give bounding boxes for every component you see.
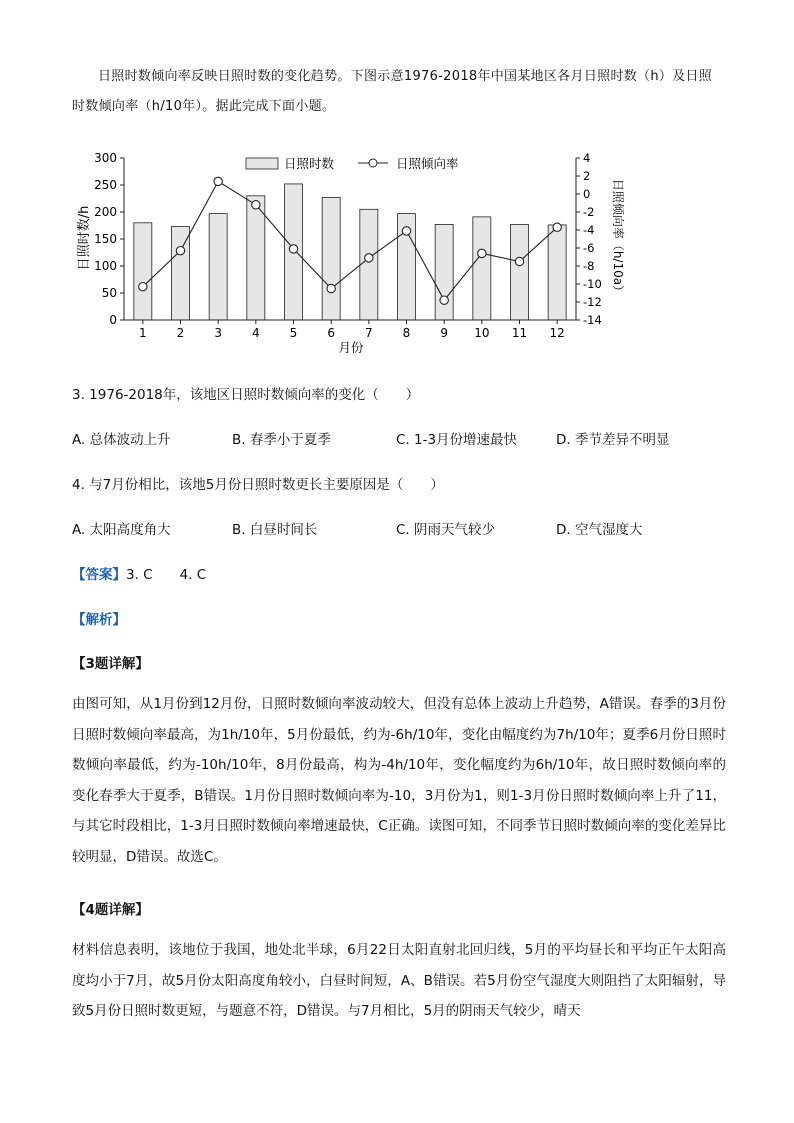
detail-4-text: 材料信息表明，该地位于我国，地处北半球，6月22日太阳直射北回归线，5月的平均昼长和平均正午太阳高度均小于7月，故5月份太阳高度角较小，白昼时间短，A、B错误。若5月份空气湿度大则阻挡了太阳辐射，导致5月份日照时数更短，与题意不符，D错误。与7月相比，5月的阴雨天气较少，晴天 (72, 942, 726, 1019)
q3-option-c: C. 1-3月份增速最快 (396, 432, 518, 448)
y-tick-label: 100 (94, 259, 117, 273)
q3-option-d: D. 季节差异不明显 (556, 432, 670, 448)
analysis-bracket-close: 】 (112, 612, 126, 628)
y-tick-label: 250 (94, 178, 117, 192)
analysis-label: 解析 (85, 612, 113, 628)
rate-point-month-8 (402, 227, 410, 235)
legend-line-marker (369, 159, 377, 167)
y2-tick-label: -4 (583, 223, 595, 237)
x-tick-label: 5 (289, 326, 298, 340)
bar-month-1 (134, 223, 152, 320)
rate-point-month-1 (139, 283, 147, 291)
y2-tick-label: -12 (583, 295, 602, 309)
legend-line-label: 日照倾向率 (396, 156, 459, 171)
q4-option-b: B. 白昼时间长 (232, 522, 318, 538)
bar-month-2 (172, 227, 190, 320)
analysis-heading (72, 608, 126, 628)
y-tick-label: 50 (101, 286, 117, 300)
y2-tick-label: -10 (583, 277, 602, 291)
rate-point-month-6 (327, 284, 335, 292)
x-tick-label: 1 (139, 326, 147, 340)
x-tick-label: 4 (252, 326, 260, 340)
y2-tick-label: -8 (583, 259, 595, 273)
x-tick-label: 6 (327, 326, 335, 340)
x-tick-label: 2 (176, 326, 185, 340)
answer-label: 答案 (85, 567, 113, 583)
answer-line (72, 563, 206, 583)
bar-month-7 (360, 209, 378, 320)
x-tick-label: 11 (511, 326, 528, 340)
detail-3-text: 由图可知，从1月份到12月份，日照时数倾向率波动较大，但没有总体上波动上升趋势，A错误。春季的3月份日照时数倾向率最高，为1h/10年，5月份最低，约为-6h/10年，变化由幅度约为7h/10年；夏季6月份日照时数倾向率最低，约为-10h/10年，8月份最高，构为-4h/10年，变化幅度约为6h/10年，故日照时数倾向率的变化春季大于夏季，B错误。1月份日照时数倾向率为-10，3月份为1，则1-3月份日照时数倾向率上升了11，与其它时段相比，1-3月日照时数倾向率增速最快，C正确。读图可知，不同季节日照时数倾向率的变化差异比较明显，D错误。故选C。 (72, 696, 726, 865)
q3-option-a: A. 总体波动上升 (72, 432, 171, 448)
bar-month-9 (435, 224, 453, 320)
sunshine-chart (60, 146, 640, 356)
rate-point-month-11 (515, 257, 523, 265)
rate-point-month-9 (440, 296, 448, 304)
bar-month-3 (209, 214, 227, 320)
y2-tick-label: -14 (583, 313, 602, 327)
intro-paragraph: 日照时数倾向率反映日照时数的变化趋势。下图示意1976-2018年中国某地区各月日照时数（h）及日照时数倾向率（h/10年）。据此完成下面小题。 (72, 69, 713, 114)
x-tick-label: 12 (549, 326, 565, 340)
bar-month-11 (511, 224, 529, 320)
q4-option-a: A. 太阳高度角大 (72, 522, 171, 538)
y2-axis-label: 日照倾向率（h/10a） (611, 178, 625, 298)
y-tick-label: 0 (109, 313, 117, 327)
q3-option-b: B. 春季小于夏季 (232, 432, 331, 448)
q4-option-c: C. 阴雨天气较少 (396, 522, 496, 538)
bar-month-12 (548, 225, 566, 320)
rate-point-month-10 (478, 249, 486, 257)
rate-point-month-5 (289, 245, 297, 253)
y-tick-label: 150 (94, 232, 117, 246)
legend-bar-label: 日照时数 (284, 156, 335, 171)
rate-point-month-4 (252, 201, 260, 209)
answer-bracket-close: 】 (112, 567, 126, 583)
rate-point-month-3 (214, 177, 222, 185)
detail-3-heading: 【3题详解】 (72, 656, 149, 672)
y2-tick-label: -2 (583, 205, 595, 219)
legend-bar-swatch (246, 158, 278, 169)
y2-tick-label: 4 (583, 151, 591, 165)
rate-point-month-7 (365, 254, 373, 262)
y2-tick-label: 2 (583, 169, 591, 183)
x-tick-label: 9 (440, 326, 448, 340)
x-tick-label: 3 (214, 326, 222, 340)
x-tick-label: 10 (474, 326, 490, 340)
answer-bracket-open: 【 (72, 567, 86, 583)
detail-4-heading: 【4题详解】 (72, 902, 149, 918)
bar-month-10 (473, 217, 491, 320)
rate-line (143, 181, 557, 300)
bar-month-4 (247, 196, 265, 320)
x-tick-label: 7 (365, 326, 373, 340)
q4-option-d: D. 空气湿度大 (556, 522, 643, 538)
analysis-bracket-open: 【 (72, 612, 86, 628)
y-axis-label: 日照时数/h (77, 205, 92, 271)
y-tick-label: 300 (94, 151, 117, 165)
x-axis-label: 月份 (338, 340, 364, 355)
x-tick-label: 8 (402, 326, 411, 340)
question-4-stem: 4. 与7月份相比，该地5月份日照时数更长主要原因是（ ） (72, 477, 444, 493)
y2-tick-label: 0 (583, 187, 591, 201)
rate-point-month-12 (553, 223, 561, 231)
question-3-stem: 3. 1976-2018年，该地区日照时数倾向率的变化（ ） (72, 387, 420, 403)
y2-tick-label: -6 (583, 241, 595, 255)
rate-point-month-2 (176, 247, 184, 255)
bar-month-6 (322, 197, 340, 320)
answer-text: 3. C 4. C (126, 567, 207, 583)
y-tick-label: 200 (94, 205, 117, 219)
